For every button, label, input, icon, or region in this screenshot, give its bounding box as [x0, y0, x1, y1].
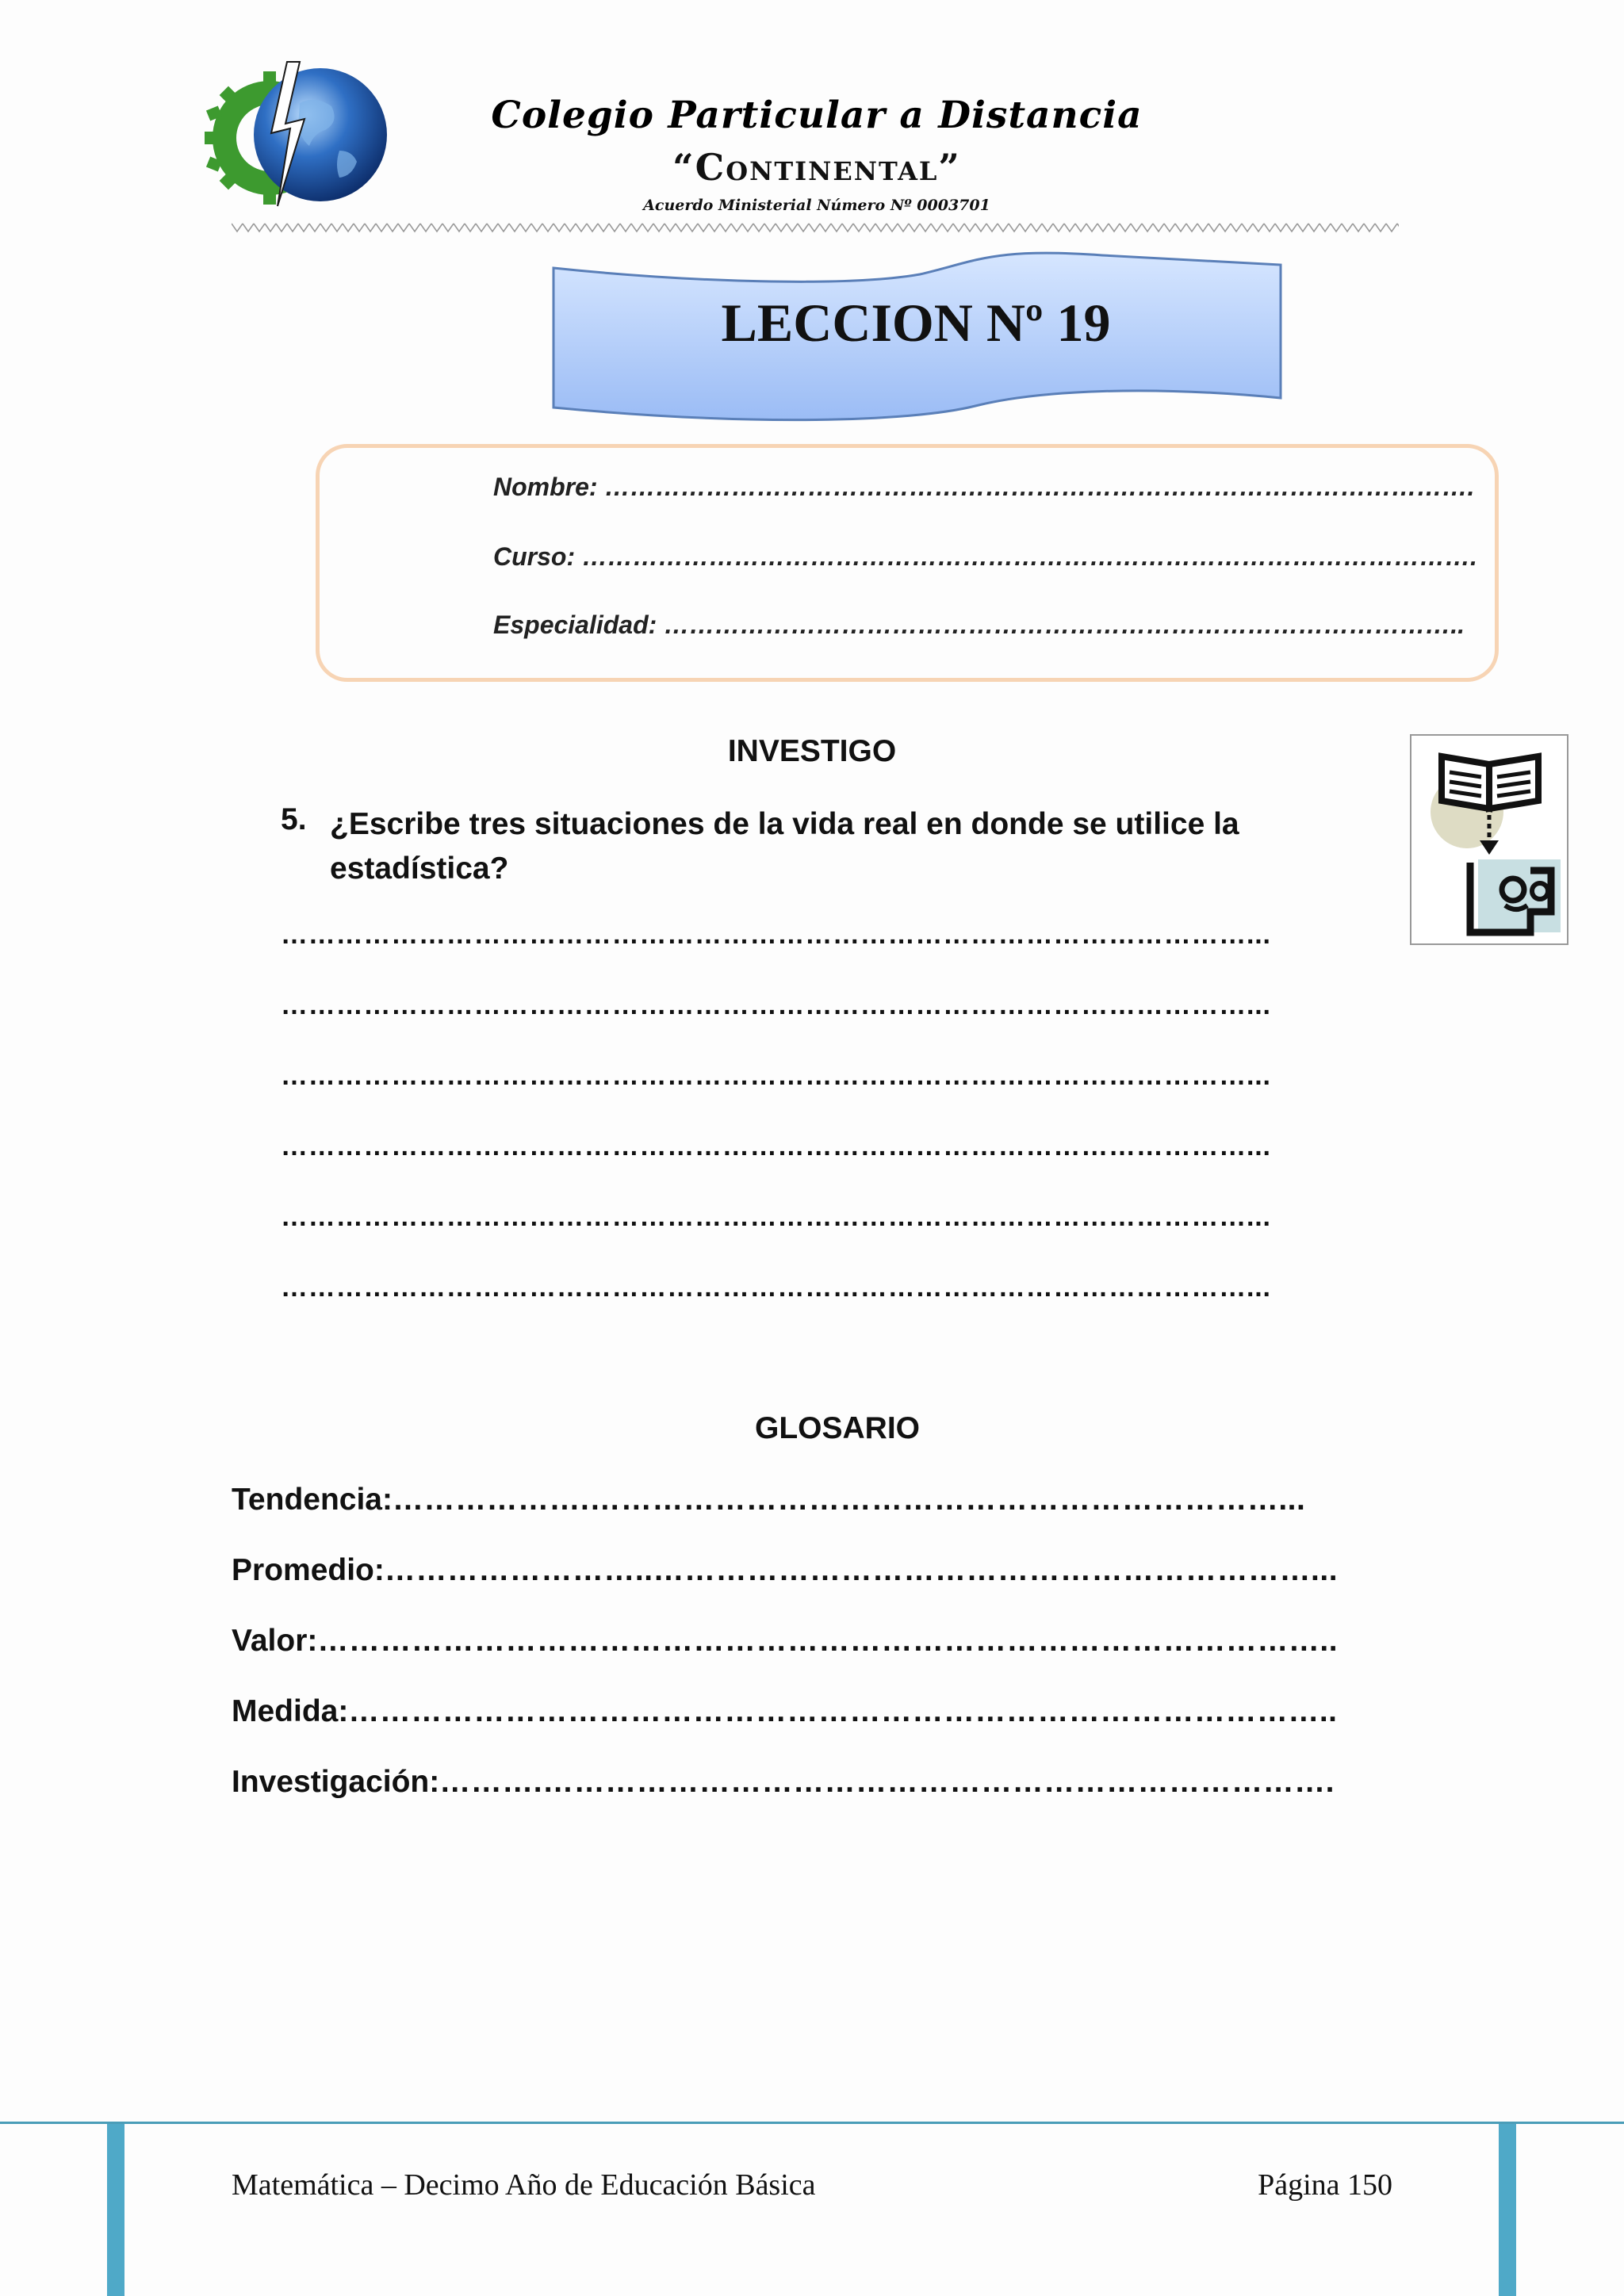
- footer-right-bar: [1499, 2124, 1516, 2296]
- glosario-heading: GLOSARIO: [754, 1411, 920, 1445]
- glossary-term-medida[interactable]: [232, 1694, 1391, 1729]
- glossary-label: Promedio:: [232, 1553, 385, 1587]
- answer-line[interactable]: ……………………………………………………………………………………………...: [281, 990, 1271, 1020]
- lesson-title: LECCION Nº 19: [721, 293, 1111, 353]
- course-field[interactable]: Curso: …………………………………………………………………………………………….: [493, 542, 1477, 571]
- glossary-term-tendencia[interactable]: [232, 1483, 1391, 1517]
- book-reader-icon: [1410, 734, 1568, 945]
- glossary-term-investigacion[interactable]: [232, 1765, 1391, 1800]
- glossary-label: Medida:: [232, 1694, 349, 1728]
- footer-divider: [0, 2122, 1624, 2124]
- answer-line[interactable]: ……………………………………………………………………………………………...: [281, 1202, 1271, 1232]
- footer-left-bar: [107, 2124, 124, 2296]
- glossary-term-valor[interactable]: [232, 1624, 1391, 1659]
- answer-line[interactable]: ……………………………………………………………………………………………...: [281, 1061, 1271, 1091]
- question-number: 5.: [281, 802, 307, 836]
- page-number: Página 150: [1258, 2168, 1392, 2202]
- header-divider: [232, 220, 1399, 235]
- glossary-blank[interactable]: ……………………………………………………………………………………..: [317, 1624, 1339, 1658]
- glossary-blank[interactable]: ……….………………………………………………………………….: [439, 1765, 1335, 1799]
- glossary-label: Tendencia:: [232, 1483, 393, 1517]
- answer-line[interactable]: ……………………………………………………………………………………………...: [281, 1272, 1271, 1303]
- glossary-blank[interactable]: ……………….…………………………………………………………...: [392, 1483, 1306, 1517]
- school-brand-name: “Continental”: [672, 146, 961, 189]
- question-text: ¿Escribe tres situaciones de la vida real en donde se utilice la estadística?: [330, 807, 1239, 886]
- specialty-field[interactable]: Especialidad: …………………………………………………………………………………..: [493, 610, 1465, 639]
- glossary-label: Valor:: [232, 1624, 318, 1658]
- footer-course-title: Matemática – Decimo Año de Educación Básica: [232, 2168, 816, 2202]
- answer-line[interactable]: ……………………………………………………………………………………………...: [281, 920, 1271, 950]
- glossary-label: Investigación:: [232, 1765, 440, 1799]
- ministerial-agreement: Acuerdo Ministerial Número Nº 0003701: [643, 197, 990, 214]
- investigo-heading: INVESTIGO: [727, 734, 897, 768]
- glossary-term-promedio[interactable]: [232, 1553, 1391, 1588]
- glossary-blank[interactable]: …………………………………………………………………………………..: [348, 1694, 1338, 1728]
- glossary-blank[interactable]: ……………………..………………………………………………………...: [384, 1553, 1339, 1587]
- school-logo: [205, 55, 392, 220]
- name-field[interactable]: Nombre: ………………………………………………………………………………………….: [493, 473, 1475, 501]
- answer-line[interactable]: ……………………………………………………………………………………………...: [281, 1131, 1271, 1161]
- school-name: Colegio Particular a Distancia: [491, 94, 1143, 137]
